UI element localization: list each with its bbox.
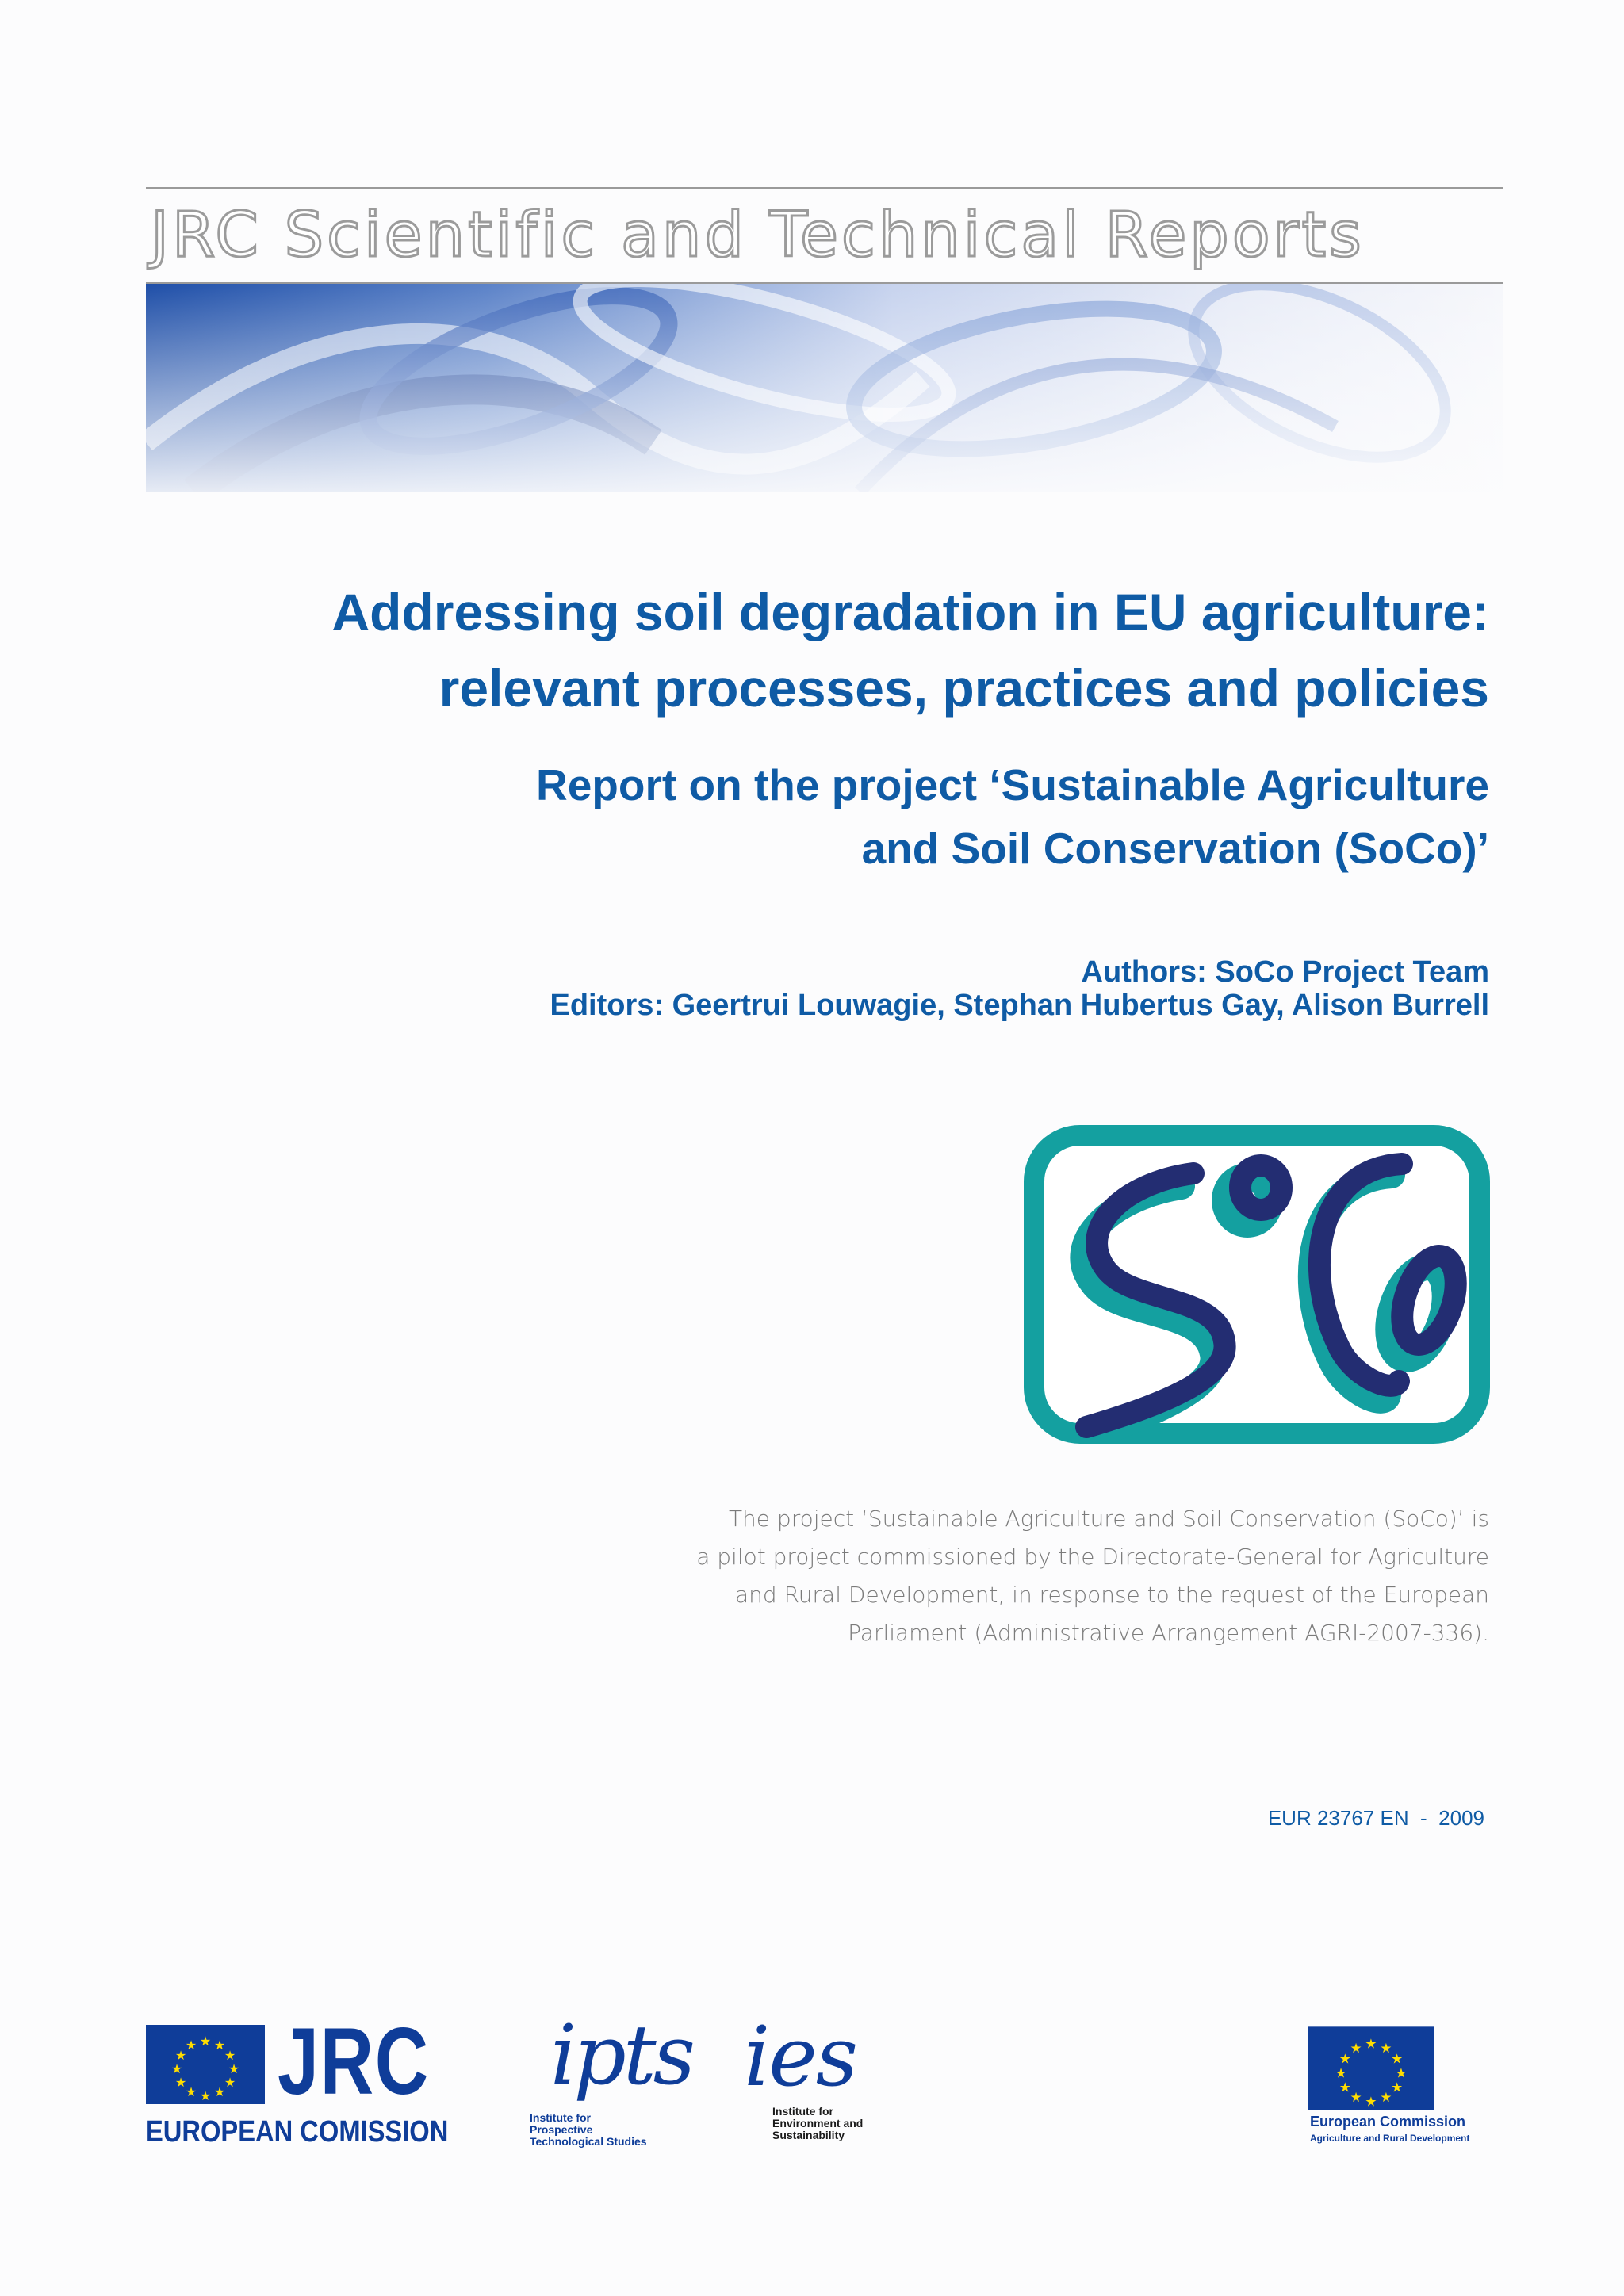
description-line-4: Parliament (Administrative Arrangement AGRI-2007-336). <box>848 1620 1489 1646</box>
ec-subtitle: Agriculture and Rural Development <box>1310 2133 1470 2144</box>
svg-text:★: ★ <box>1391 2079 1404 2095</box>
svg-text:★: ★ <box>185 2084 197 2099</box>
svg-text:★: ★ <box>1339 2050 1351 2067</box>
decorative-banner <box>146 284 1503 492</box>
credits <box>550 955 1489 1022</box>
jrc-logo <box>146 2008 449 2149</box>
svg-text:★: ★ <box>185 2038 197 2053</box>
report-subtitle-line-2: and Soil Conservation (SoCo)’ <box>861 824 1489 873</box>
eu-flag-icon <box>146 2025 265 2104</box>
ec-title: European Commission <box>1310 2114 1466 2130</box>
jrc-wordmark: JRC <box>278 2008 430 2114</box>
ipts-wordmark: ipts <box>550 2007 692 2103</box>
svg-text:★: ★ <box>1380 2039 1392 2056</box>
ipts-caption: Institute for Prospective Technological Studies <box>530 2111 647 2148</box>
report-title-line-2: relevant processes, practices and policies <box>439 659 1489 718</box>
ies-wordmark: ies <box>744 2008 857 2105</box>
svg-text:★: ★ <box>1339 2079 1351 2095</box>
description-line-3: and Rural Development, in response to the request of the European <box>735 1582 1489 1608</box>
project-description <box>696 1500 1489 1652</box>
jrc-subtitle: EUROPEAN COMISSION <box>146 2115 449 2149</box>
svg-text:★: ★ <box>174 2048 187 2063</box>
svg-text:★: ★ <box>1380 2089 1392 2106</box>
header-rule-top <box>146 187 1503 189</box>
svg-text:★: ★ <box>1350 2039 1362 2056</box>
editors-line: Editors: Geertrui Louwagie, Stephan Hubertus Gay, Alison Burrell <box>550 989 1489 1022</box>
report-title-line-1: Addressing soil degradation in EU agriculture: <box>331 583 1489 641</box>
description-line-1: The project ‘Sustainable Agriculture and Soil Conservation (SoCo)’ is <box>728 1506 1489 1532</box>
ec-logo <box>1308 2026 1507 2153</box>
authors-line: Authors: SoCo Project Team <box>1081 955 1489 989</box>
svg-text:★: ★ <box>228 2061 240 2076</box>
series-title: JRC Scientific and Technical Reports <box>151 200 1365 271</box>
report-title <box>331 574 1489 726</box>
soco-logo <box>1023 1124 1491 1445</box>
description-line-2: a pilot project commissioned by the Directorate-General for Agriculture <box>696 1544 1489 1570</box>
svg-text:★: ★ <box>199 2088 212 2103</box>
svg-text:★: ★ <box>1335 2064 1347 2081</box>
svg-text:★: ★ <box>224 2048 236 2063</box>
report-subtitle-line-1: Report on the project ‘Sustainable Agriculture <box>536 760 1489 809</box>
svg-text:★: ★ <box>1350 2089 1362 2106</box>
ies-logo <box>737 2008 920 2155</box>
svg-text:★: ★ <box>174 2075 187 2090</box>
svg-text:★: ★ <box>213 2038 226 2053</box>
report-number: EUR 23767 EN - 2009 <box>1267 1806 1484 1830</box>
svg-text:★: ★ <box>170 2061 183 2076</box>
svg-text:★: ★ <box>1391 2050 1404 2067</box>
ies-caption: Institute for Environment and Sustainability <box>772 2105 864 2141</box>
svg-text:★: ★ <box>213 2084 226 2099</box>
report-subtitle <box>536 753 1489 880</box>
svg-text:★: ★ <box>224 2075 236 2090</box>
svg-text:★: ★ <box>1365 2093 1377 2110</box>
svg-text:★: ★ <box>1395 2064 1408 2081</box>
svg-text:★: ★ <box>1365 2035 1377 2052</box>
eu-flag-icon <box>1308 2026 1434 2110</box>
ipts-logo <box>528 2007 710 2155</box>
svg-text:★: ★ <box>199 2034 212 2049</box>
